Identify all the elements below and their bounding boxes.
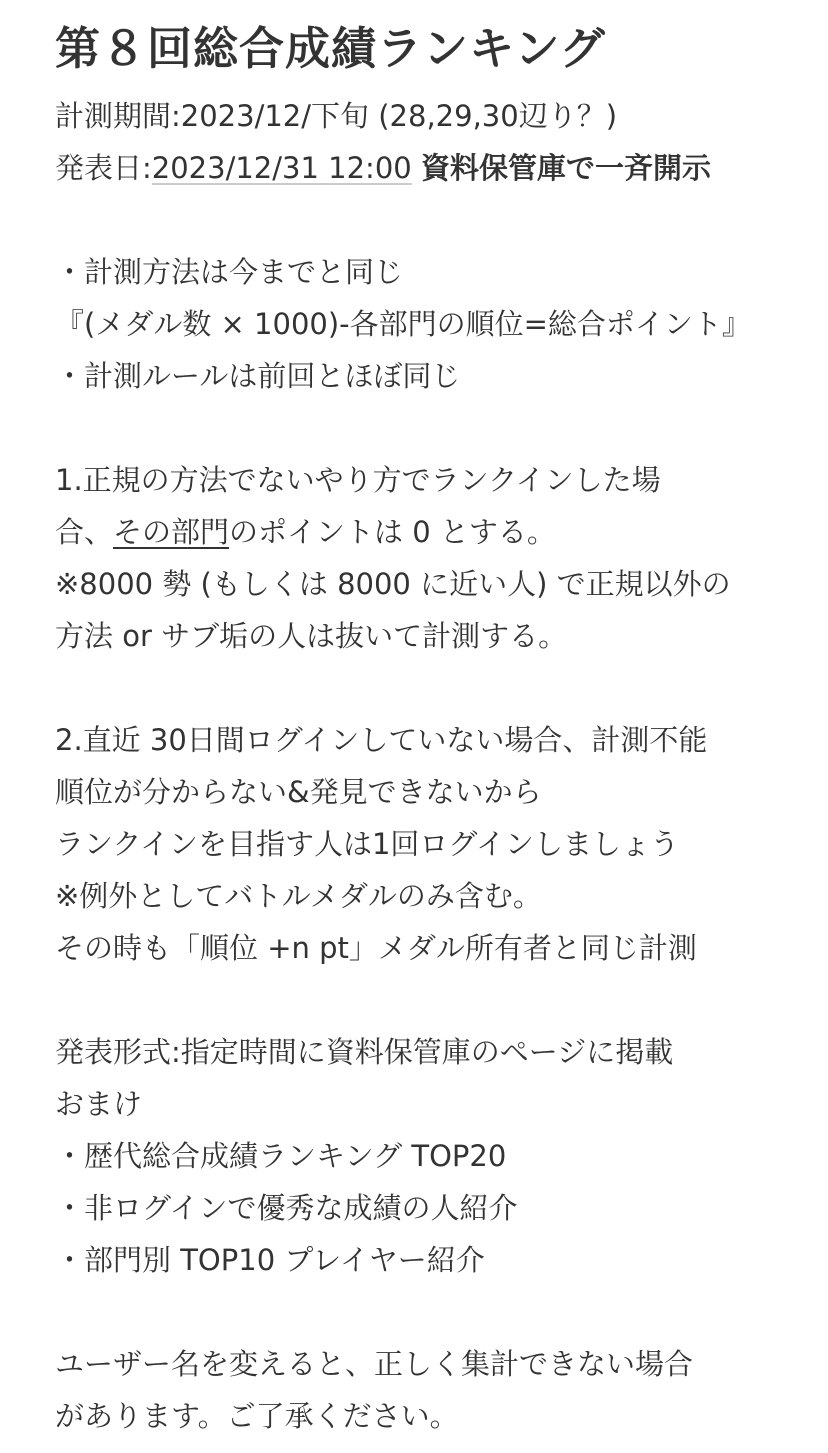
rule1-line-3: ※8000 勢 (もしくは 8000 に近い人) で正規以外の bbox=[55, 567, 731, 601]
format-line-1: 発表形式:指定時間に資料保管庫のページに掲載 bbox=[55, 1035, 674, 1069]
announcement-date-line bbox=[55, 142, 815, 194]
bonus-item: ・非ログインで優秀な成績の人紹介 bbox=[55, 1191, 518, 1225]
rule1-line-4: 方法 or サブ垢の人は抜いて計測する。 bbox=[55, 619, 568, 653]
rule1-underlined-text: その部門 bbox=[113, 515, 230, 549]
post-body bbox=[55, 18, 815, 1442]
method-line-3: ・計測ルールは前回とほぼ同じ bbox=[55, 359, 461, 393]
spacer bbox=[55, 974, 815, 1026]
rule1-line-2-pre: 合、 bbox=[55, 515, 114, 549]
rule2-line-2: 順位が分からない&発見できないから bbox=[55, 775, 542, 809]
spacer bbox=[55, 194, 815, 246]
measurement-period: 計測期間:2023/12/下旬 (28,29,30辺り？) bbox=[55, 99, 618, 133]
notice-line-1: ユーザー名を変えると、正しく集計できない場合 bbox=[55, 1347, 694, 1381]
rule2-line-1: 2.直近 30日間ログインしていない場合、計測不能 bbox=[55, 723, 708, 757]
rule1-line-1: 1.正規の方法でないやり方でランクインした場 bbox=[55, 463, 661, 497]
rule1-line-2-post: のポイントは 0 とする。 bbox=[229, 515, 556, 549]
spacer bbox=[55, 402, 815, 454]
announcement-date-label: 発表日: bbox=[55, 151, 152, 185]
rule2-line-5: その時も「順位 +n pt」メダル所有者と同じ計測 bbox=[55, 931, 697, 965]
bonus-item: ・歴代総合成績ランキング TOP20 bbox=[55, 1139, 507, 1173]
bonus-item: ・部門別 TOP10 プレイヤー紹介 bbox=[55, 1243, 485, 1277]
spacer bbox=[55, 1286, 815, 1338]
post-title: 第８回総合成績ランキング bbox=[55, 22, 606, 75]
announcement-space bbox=[412, 151, 421, 185]
method-formula: 『(メダル数 × 1000)-各部門の順位=総合ポイント』 bbox=[55, 307, 751, 341]
rule1-line-2 bbox=[55, 506, 815, 558]
announcement-place: 資料保管庫で一斉開示 bbox=[420, 151, 711, 185]
rule2-line-3: ランクインを目指す人は1回ログインしましょう bbox=[55, 827, 679, 861]
rule2-line-4: ※例外としてバトルメダルのみ含む。 bbox=[55, 879, 542, 913]
announcement-date-link[interactable]: 2023/12/31 12:00 bbox=[151, 151, 412, 185]
notice-line-2: があります。ご了承ください。 bbox=[55, 1399, 459, 1433]
bonus-heading: おまけ bbox=[55, 1087, 143, 1121]
spacer bbox=[55, 662, 815, 714]
method-line-1: ・計測方法は今までと同じ bbox=[55, 255, 404, 289]
